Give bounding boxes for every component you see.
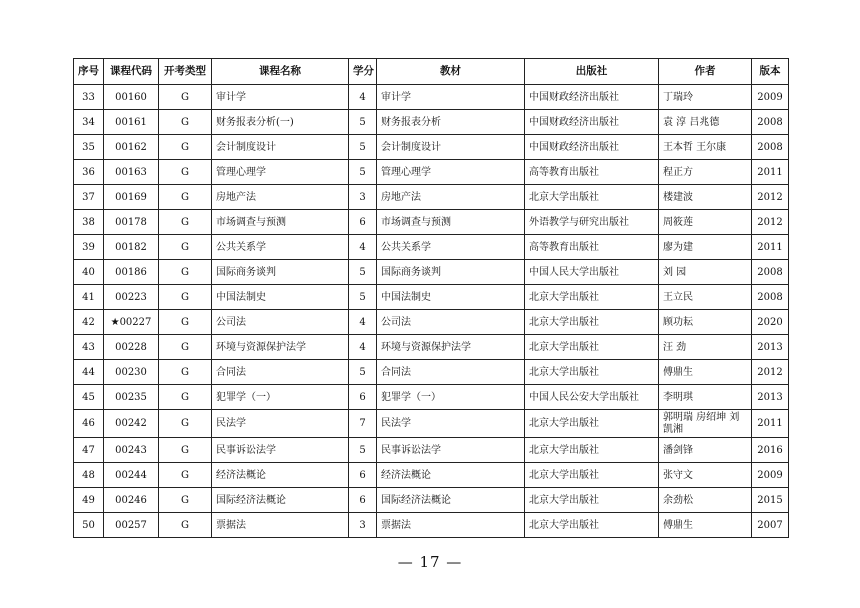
edition-cell: 2012 <box>752 360 789 385</box>
course-name-cell: 经济法概论 <box>212 463 349 488</box>
edition-cell: 2007 <box>752 513 789 538</box>
credit-cell: 5 <box>349 285 377 310</box>
author-cell: 王本哲 王尔康 <box>659 135 752 160</box>
publisher-cell: 北京大学出版社 <box>525 185 659 210</box>
course-code-cell: 00162 <box>104 135 159 160</box>
textbook-cell: 票据法 <box>377 513 525 538</box>
credit-cell: 4 <box>349 85 377 110</box>
header-book: 教材 <box>377 59 525 85</box>
credit-cell: 4 <box>349 310 377 335</box>
course-name-cell: 国际经济法概论 <box>212 488 349 513</box>
publisher-cell: 北京大学出版社 <box>525 285 659 310</box>
credit-cell: 5 <box>349 360 377 385</box>
row-number-cell: 44 <box>74 360 104 385</box>
course-code-cell: 00235 <box>104 385 159 410</box>
exam-type-cell: G <box>159 235 212 260</box>
course-code-cell: 00223 <box>104 285 159 310</box>
row-number-cell: 41 <box>74 285 104 310</box>
table-row <box>74 85 789 110</box>
exam-type-cell: G <box>159 360 212 385</box>
course-name-cell: 票据法 <box>212 513 349 538</box>
credit-cell: 7 <box>349 410 377 438</box>
course-name-cell: 房地产法 <box>212 185 349 210</box>
publisher-cell: 外语教学与研究出版社 <box>525 210 659 235</box>
table-row <box>74 463 789 488</box>
course-name-cell: 公共关系学 <box>212 235 349 260</box>
edition-cell: 2016 <box>752 438 789 463</box>
table-row <box>74 235 789 260</box>
publisher-cell: 北京大学出版社 <box>525 410 659 438</box>
edition-cell: 2011 <box>752 235 789 260</box>
table-body <box>74 85 789 538</box>
credit-cell: 6 <box>349 488 377 513</box>
exam-type-cell: G <box>159 385 212 410</box>
course-code-cell: 00169 <box>104 185 159 210</box>
course-name-cell: 合同法 <box>212 360 349 385</box>
exam-type-cell: G <box>159 260 212 285</box>
row-number-cell: 46 <box>74 410 104 438</box>
course-code-cell: 00163 <box>104 160 159 185</box>
author-cell: 廖为建 <box>659 235 752 260</box>
row-number-cell: 39 <box>74 235 104 260</box>
author-cell: 丁瑞玲 <box>659 85 752 110</box>
course-code-cell: ★00227 <box>104 310 159 335</box>
course-name-cell: 公司法 <box>212 310 349 335</box>
table-row <box>74 135 789 160</box>
table-row <box>74 488 789 513</box>
exam-type-cell: G <box>159 160 212 185</box>
row-number-cell: 50 <box>74 513 104 538</box>
credit-cell: 6 <box>349 463 377 488</box>
row-number-cell: 33 <box>74 85 104 110</box>
header-code: 课程代码 <box>104 59 159 85</box>
course-name-cell: 财务报表分析(一) <box>212 110 349 135</box>
credit-cell: 5 <box>349 438 377 463</box>
textbook-cell: 环境与资源保护法学 <box>377 335 525 360</box>
credit-cell: 5 <box>349 110 377 135</box>
course-code-cell: 00186 <box>104 260 159 285</box>
exam-type-cell: G <box>159 310 212 335</box>
edition-cell: 2012 <box>752 185 789 210</box>
textbook-cell: 民事诉讼法学 <box>377 438 525 463</box>
edition-cell: 2011 <box>752 410 789 438</box>
header-name: 课程名称 <box>212 59 349 85</box>
textbook-cell: 审计学 <box>377 85 525 110</box>
row-number-cell: 43 <box>74 335 104 360</box>
credit-cell: 4 <box>349 335 377 360</box>
textbook-cell: 管理心理学 <box>377 160 525 185</box>
author-cell: 傅鼎生 <box>659 513 752 538</box>
table-row <box>74 160 789 185</box>
textbook-cell: 中国法制史 <box>377 285 525 310</box>
course-name-cell: 环境与资源保护法学 <box>212 335 349 360</box>
row-number-cell: 36 <box>74 160 104 185</box>
row-number-cell: 38 <box>74 210 104 235</box>
exam-type-cell: G <box>159 335 212 360</box>
course-code-cell: 00257 <box>104 513 159 538</box>
publisher-cell: 北京大学出版社 <box>525 513 659 538</box>
author-cell: 傅鼎生 <box>659 360 752 385</box>
course-name-cell: 审计学 <box>212 85 349 110</box>
credit-cell: 3 <box>349 185 377 210</box>
course-code-cell: 00244 <box>104 463 159 488</box>
textbook-cell: 国际经济法概论 <box>377 488 525 513</box>
edition-cell: 2009 <box>752 85 789 110</box>
edition-cell: 2008 <box>752 110 789 135</box>
edition-cell: 2015 <box>752 488 789 513</box>
row-number-cell: 48 <box>74 463 104 488</box>
course-code-cell: 00242 <box>104 410 159 438</box>
row-number-cell: 37 <box>74 185 104 210</box>
header-credit: 学分 <box>349 59 377 85</box>
course-name-cell: 会计制度设计 <box>212 135 349 160</box>
exam-type-cell: G <box>159 185 212 210</box>
header-version: 版本 <box>752 59 789 85</box>
header-type: 开考类型 <box>159 59 212 85</box>
header-row <box>74 59 789 85</box>
edition-cell: 2013 <box>752 335 789 360</box>
course-code-cell: 00182 <box>104 235 159 260</box>
course-code-cell: 00160 <box>104 85 159 110</box>
credit-cell: 5 <box>349 160 377 185</box>
row-number-cell: 45 <box>74 385 104 410</box>
publisher-cell: 北京大学出版社 <box>525 360 659 385</box>
exam-type-cell: G <box>159 438 212 463</box>
publisher-cell: 中国财政经济出版社 <box>525 110 659 135</box>
edition-cell: 2009 <box>752 463 789 488</box>
textbook-cell: 国际商务谈判 <box>377 260 525 285</box>
table-row <box>74 285 789 310</box>
course-name-cell: 市场调查与预测 <box>212 210 349 235</box>
course-name-cell: 国际商务谈判 <box>212 260 349 285</box>
table-row <box>74 260 789 285</box>
credit-cell: 4 <box>349 235 377 260</box>
publisher-cell: 高等教育出版社 <box>525 160 659 185</box>
row-number-cell: 34 <box>74 110 104 135</box>
header-publisher: 出版社 <box>525 59 659 85</box>
publisher-cell: 中国人民大学出版社 <box>525 260 659 285</box>
edition-cell: 2012 <box>752 210 789 235</box>
header-author: 作者 <box>659 59 752 85</box>
credit-cell: 5 <box>349 135 377 160</box>
author-cell: 李明琪 <box>659 385 752 410</box>
course-code-cell: 00178 <box>104 210 159 235</box>
course-code-cell: 00161 <box>104 110 159 135</box>
edition-cell: 2011 <box>752 160 789 185</box>
edition-cell: 2008 <box>752 285 789 310</box>
table-row <box>74 185 789 210</box>
table-row <box>74 513 789 538</box>
table-row <box>74 385 789 410</box>
publisher-cell: 中国人民公安大学出版社 <box>525 385 659 410</box>
publisher-cell: 北京大学出版社 <box>525 488 659 513</box>
exam-type-cell: G <box>159 488 212 513</box>
textbook-cell: 民法学 <box>377 410 525 438</box>
credit-cell: 6 <box>349 385 377 410</box>
exam-type-cell: G <box>159 210 212 235</box>
edition-cell: 2013 <box>752 385 789 410</box>
row-number-cell: 35 <box>74 135 104 160</box>
textbook-cell: 经济法概论 <box>377 463 525 488</box>
author-cell: 程正方 <box>659 160 752 185</box>
textbook-cell: 房地产法 <box>377 185 525 210</box>
author-cell: 潘剑锋 <box>659 438 752 463</box>
table-row <box>74 210 789 235</box>
edition-cell: 2008 <box>752 135 789 160</box>
course-name-cell: 民事诉讼法学 <box>212 438 349 463</box>
course-code-cell: 00230 <box>104 360 159 385</box>
publisher-cell: 中国财政经济出版社 <box>525 135 659 160</box>
row-number-cell: 42 <box>74 310 104 335</box>
textbook-cell: 公共关系学 <box>377 235 525 260</box>
exam-type-cell: G <box>159 463 212 488</box>
author-cell: 周筱莲 <box>659 210 752 235</box>
textbook-cell: 公司法 <box>377 310 525 335</box>
exam-type-cell: G <box>159 410 212 438</box>
table-row <box>74 110 789 135</box>
textbook-cell: 犯罪学（一） <box>377 385 525 410</box>
author-cell: 刘 园 <box>659 260 752 285</box>
course-code-cell: 00228 <box>104 335 159 360</box>
author-cell: 汪 劲 <box>659 335 752 360</box>
author-cell: 余劲松 <box>659 488 752 513</box>
author-cell: 王立民 <box>659 285 752 310</box>
textbook-cell: 会计制度设计 <box>377 135 525 160</box>
row-number-cell: 40 <box>74 260 104 285</box>
textbook-cell: 市场调查与预测 <box>377 210 525 235</box>
course-name-cell: 管理心理学 <box>212 160 349 185</box>
exam-type-cell: G <box>159 135 212 160</box>
table-row <box>74 335 789 360</box>
course-name-cell: 中国法制史 <box>212 285 349 310</box>
exam-type-cell: G <box>159 110 212 135</box>
header-no: 序号 <box>74 59 104 85</box>
course-table <box>73 58 789 538</box>
exam-type-cell: G <box>159 513 212 538</box>
credit-cell: 5 <box>349 260 377 285</box>
course-name-cell: 民法学 <box>212 410 349 438</box>
table-row <box>74 310 789 335</box>
credit-cell: 6 <box>349 210 377 235</box>
publisher-cell: 北京大学出版社 <box>525 310 659 335</box>
edition-cell: 2008 <box>752 260 789 285</box>
textbook-cell: 合同法 <box>377 360 525 385</box>
credit-cell: 3 <box>349 513 377 538</box>
table-row <box>74 438 789 463</box>
publisher-cell: 中国财政经济出版社 <box>525 85 659 110</box>
exam-type-cell: G <box>159 285 212 310</box>
textbook-cell: 财务报表分析 <box>377 110 525 135</box>
author-cell: 郭明瑞 房绍坤 刘凯湘 <box>659 410 752 438</box>
publisher-cell: 北京大学出版社 <box>525 463 659 488</box>
course-name-cell: 犯罪学（一） <box>212 385 349 410</box>
row-number-cell: 49 <box>74 488 104 513</box>
publisher-cell: 高等教育出版社 <box>525 235 659 260</box>
course-code-cell: 00243 <box>104 438 159 463</box>
author-cell: 楼建波 <box>659 185 752 210</box>
author-cell: 袁 淳 吕兆德 <box>659 110 752 135</box>
table-row <box>74 410 789 438</box>
publisher-cell: 北京大学出版社 <box>525 438 659 463</box>
publisher-cell: 北京大学出版社 <box>525 335 659 360</box>
author-cell: 顾功耘 <box>659 310 752 335</box>
exam-type-cell: G <box>159 85 212 110</box>
course-code-cell: 00246 <box>104 488 159 513</box>
edition-cell: 2020 <box>752 310 789 335</box>
table-row <box>74 360 789 385</box>
author-cell: 张守文 <box>659 463 752 488</box>
row-number-cell: 47 <box>74 438 104 463</box>
page-number: — 17 — <box>397 553 463 571</box>
